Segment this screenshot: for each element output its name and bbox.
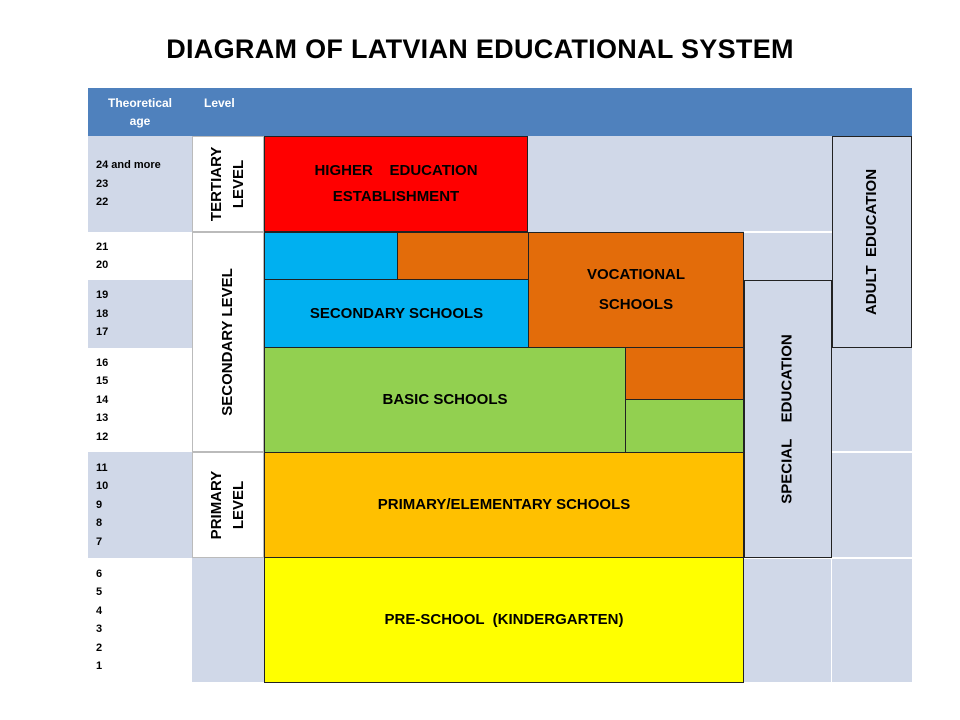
primary-schools-block (264, 452, 744, 558)
secondary-level-block (192, 232, 264, 452)
grid-background (744, 232, 832, 280)
adult-education-block (832, 136, 912, 348)
age-label: 6 (96, 567, 103, 580)
age-label: 21 (96, 240, 109, 253)
preschool-label: PRE-SCHOOL (KINDERGARTEN) (384, 611, 624, 628)
special-education-label: SPECIAL EDUCATION (779, 334, 796, 504)
header-empty-cell (264, 88, 528, 136)
secondary-schools-block (264, 279, 529, 348)
primary-schools-label: PRIMARY/ELEMENTARY SCHOOLS (377, 496, 631, 513)
tertiary-level-label: TERTIARY LEVEL (208, 146, 247, 222)
age-group-2 (88, 232, 192, 280)
secondary-schools-top-block (264, 232, 398, 280)
vocational-top-block (397, 232, 529, 280)
age-label: 16 (96, 356, 109, 369)
age-label: 11 (96, 461, 108, 474)
age-label: 8 (96, 517, 103, 530)
age-group-5 (88, 452, 192, 558)
secondary-level-label: SECONDARY LEVEL (219, 268, 236, 416)
age-label: 15 (96, 375, 109, 388)
age-group-6 (88, 558, 192, 682)
special-education-block (744, 280, 832, 558)
age-group-1 (88, 136, 192, 232)
grid-line (831, 558, 832, 682)
header-level-cell (192, 88, 264, 136)
grid-background (832, 348, 912, 452)
grid-background (528, 136, 832, 232)
adult-education-label: ADULT EDUCATION (863, 168, 881, 316)
grid-background (744, 558, 832, 682)
age-label: 1 (96, 660, 103, 672)
grid-background (832, 558, 912, 682)
higher-education-label: HIGHER EDUCATION ESTABLISHMENT (314, 162, 482, 205)
secondary-schools-label: SECONDARY SCHOOLS (309, 304, 484, 322)
age-label: 5 (96, 586, 103, 598)
age-label: 3 (96, 623, 103, 635)
basic-side-block (625, 399, 744, 453)
grid-line (832, 451, 912, 453)
age-group-3 (88, 280, 192, 348)
header-empty-cell (528, 88, 688, 136)
age-label: 7 (96, 535, 103, 548)
age-label: 22 (96, 196, 109, 209)
age-label: 19 (96, 289, 109, 302)
higher-education-block (264, 136, 528, 232)
tertiary-level-block (192, 136, 264, 232)
header-age-label: Theoretical age (107, 96, 173, 128)
header-level-label: Level (204, 96, 235, 110)
grid-background (832, 452, 912, 558)
vocational-schools-label: VOCATIONAL SCHOOLS (586, 266, 686, 313)
age-label: 12 (96, 430, 109, 443)
age-label: 17 (96, 326, 109, 339)
age-label: 10 (96, 480, 109, 493)
grid-background (192, 558, 264, 682)
header-empty-cell (688, 88, 832, 136)
age-label: 23 (96, 177, 109, 190)
age-label: 4 (96, 604, 103, 617)
age-label: 9 (96, 498, 103, 511)
age-label: 13 (96, 412, 109, 425)
age-group-4 (88, 348, 192, 452)
age-label: 2 (96, 641, 103, 654)
basic-schools-label: BASIC SCHOOLS (382, 391, 508, 408)
age-label: 20 (96, 259, 109, 271)
diagram-title: DIAGRAM OF LATVIAN EDUCATIONAL SYSTEM (166, 34, 794, 64)
header-empty-cell (832, 88, 912, 136)
primary-level-block (192, 452, 264, 558)
age-label: 18 (96, 307, 109, 320)
vocational-schools-block (528, 232, 744, 348)
age-label: 24 and more (96, 159, 161, 172)
vocational-basic-block (625, 347, 744, 400)
preschool-block (264, 557, 744, 683)
age-label: 14 (96, 393, 109, 406)
basic-schools-block (264, 347, 626, 453)
primary-level-label: PRIMARY LEVEL (208, 470, 247, 540)
header-age-cell (88, 88, 192, 136)
